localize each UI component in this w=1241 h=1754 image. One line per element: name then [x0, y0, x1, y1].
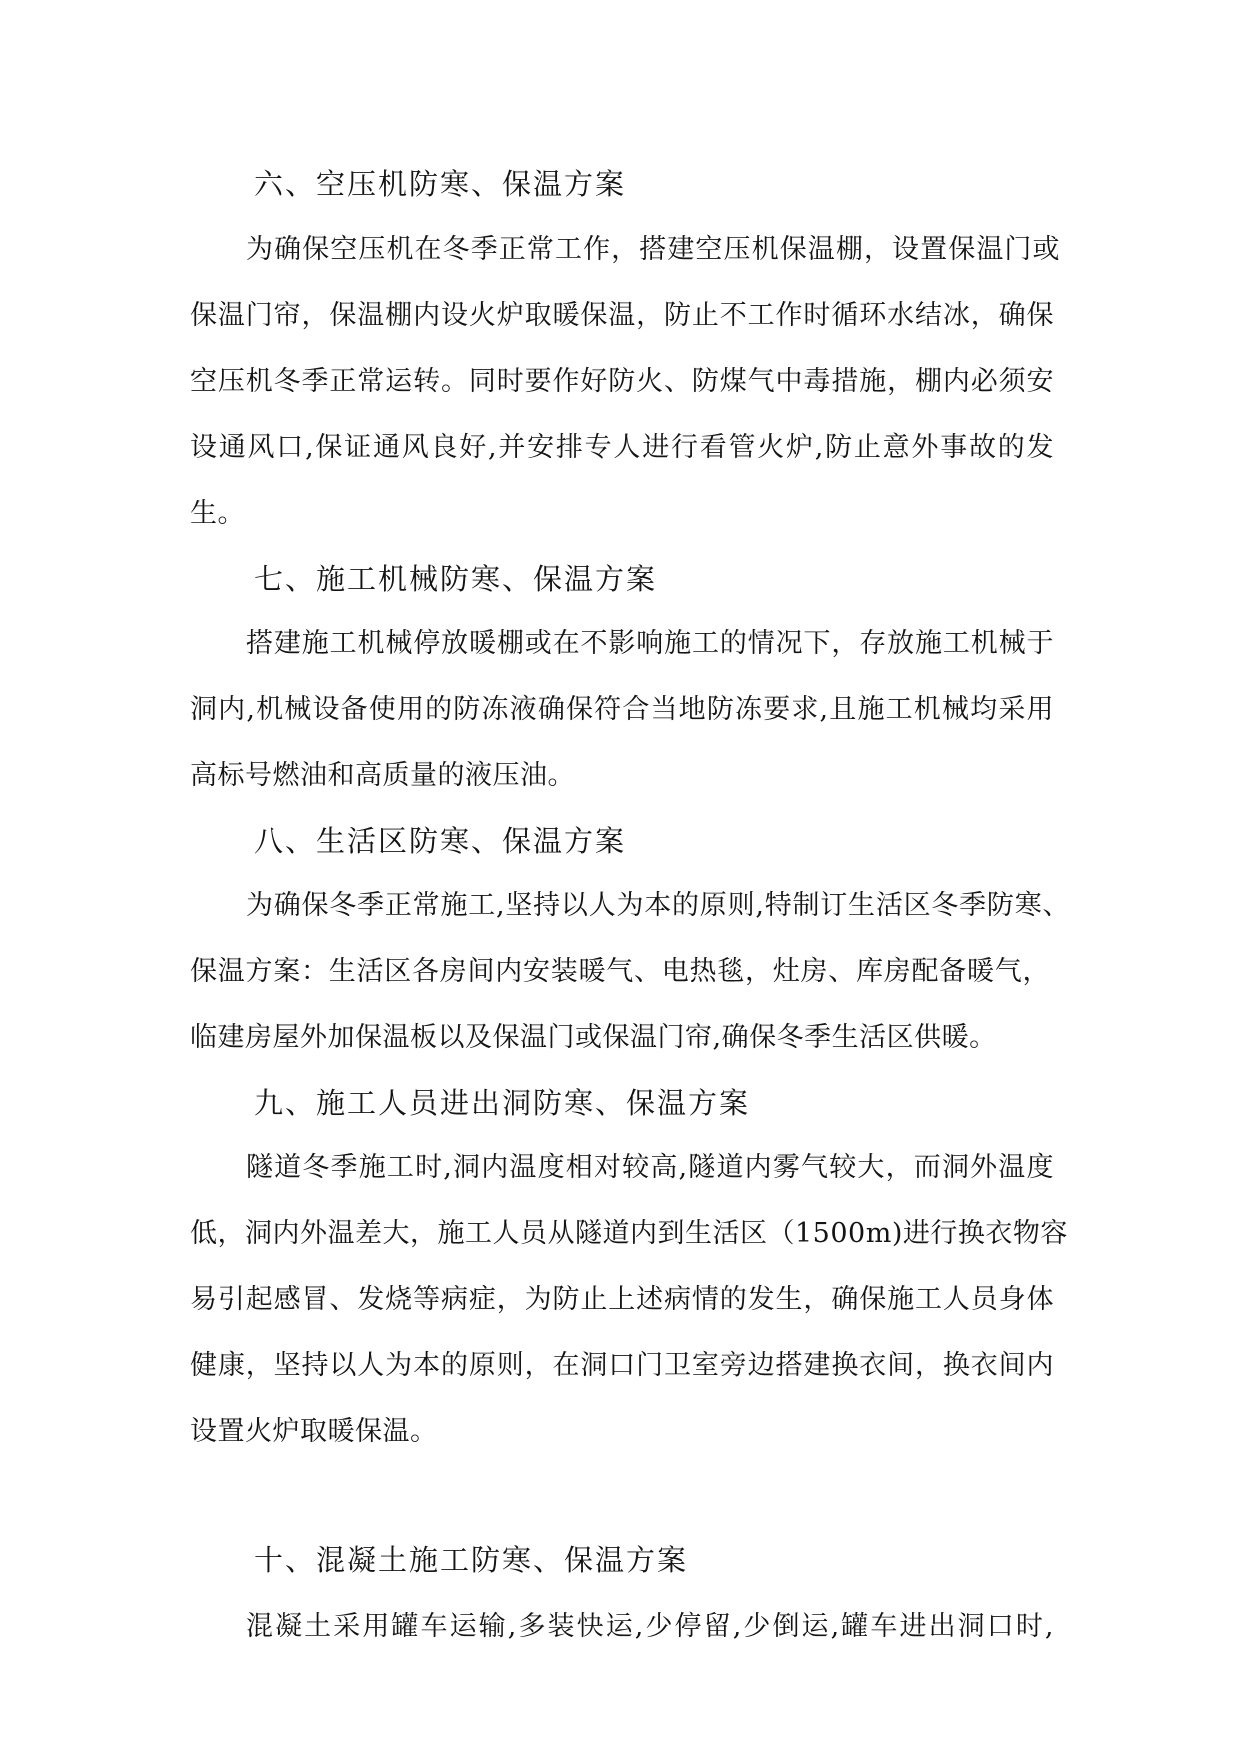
paragraph-line: 低，洞内外温差大，施工人员从隧道内到生活区（1500m)进行换衣物容 [190, 1218, 1068, 1249]
paragraph-line: 为确保冬季正常施工,坚持以人为本的原则,特制订生活区冬季防寒、 [246, 890, 1070, 921]
paragraph-line: 空压机冬季正常运转。同时要作好防火、防煤气中毒措施，棚内必须安 [190, 366, 1054, 397]
paragraph-line: 设通风口,保证通风良好,并安排专人进行看管火炉,防止意外事故的发 [190, 432, 1054, 463]
paragraph-line: 临建房屋外加保温板以及保温门或保温门帘,确保冬季生活区供暖。 [190, 1022, 997, 1053]
section-heading: 七、施工机械防寒、保温方案 [254, 562, 658, 596]
paragraph-line: 洞内,机械设备使用的防冻液确保符合当地防冻要求,且施工机械均采用 [190, 694, 1054, 725]
paragraph-line: 保温方案：生活区各房间内安装暖气、电热毯，灶房、库房配备暖气， [190, 956, 1050, 987]
paragraph-line: 搭建施工机械停放暖棚或在不影响施工的情况下，存放施工机械于 [246, 628, 1054, 659]
paragraph-line: 易引起感冒、发烧等病症，为防止上述病情的发生，确保施工人员身体 [190, 1284, 1054, 1315]
paragraph-line: 混凝土采用罐车运输,多装快运,少停留,少倒运,罐车进出洞口时, [246, 1611, 1054, 1642]
section-heading: 六、空压机防寒、保温方案 [254, 167, 627, 201]
paragraph-line: 设置火炉取暖保温。 [190, 1416, 438, 1447]
paragraph-line: 健康，坚持以人为本的原则，在洞口门卫室旁边搭建换衣间，换衣间内 [190, 1350, 1054, 1381]
paragraph-line: 为确保空压机在冬季正常工作，搭建空压机保温棚，设置保温门或 [246, 234, 1060, 265]
section-heading: 九、施工人员进出洞防寒、保温方案 [254, 1086, 751, 1120]
paragraph-line: 高标号燃油和高质量的液压油。 [190, 760, 575, 791]
section-heading: 十、混凝土施工防寒、保温方案 [254, 1543, 689, 1577]
paragraph-line: 隧道冬季施工时,洞内温度相对较高,隧道内雾气较大，而洞外温度 [246, 1152, 1054, 1183]
paragraph-line: 保温门帘，保温棚内设火炉取暖保温，防止不工作时循环水结冰，确保 [190, 300, 1054, 331]
section-heading: 八、生活区防寒、保温方案 [254, 824, 627, 858]
paragraph-line: 生。 [190, 498, 245, 529]
